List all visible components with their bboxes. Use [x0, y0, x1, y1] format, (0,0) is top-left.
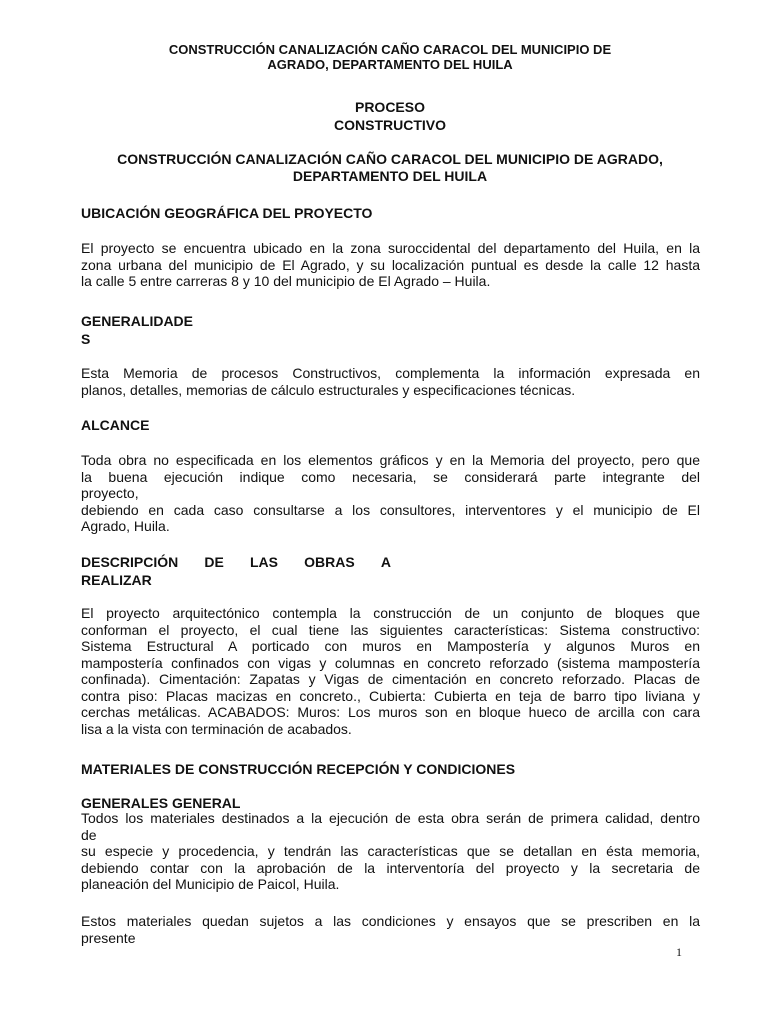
works-description-paragraph-line-6: contra piso: Placas macizas en concreto., Cubierta: Cubierta en teja de barro tipo liviana y [81, 687, 700, 704]
works-description-word-5: A [380, 554, 391, 570]
subtitle-line-2: DEPARTAMENTO DEL HUILA [292, 168, 488, 184]
works-description-paragraph-line-4: mampostería confinados con vigas y columnas en concreto reforzado (sistema mampostería [81, 654, 700, 671]
works-description-word-1: DESCRIPCIÓN [81, 554, 179, 570]
materials-heading: MATERIALES DE CONSTRUCCIÓN RECEPCIÓN Y CONDICIONES [81, 761, 516, 777]
generalities-paragraph [81, 365, 700, 398]
generalities-paragraph-line-2: planos, detalles, memorias de cálculo estructurales y especificaciones técnicas. [81, 381, 576, 398]
materials-paragraph-1-line-1: Todos los materiales destinados a la ejecución de esta obra serán de primera calidad, dentro [81, 810, 700, 826]
scope-paragraph-line-5: Agrado, Huila. [81, 518, 170, 534]
project-subtitle [80, 151, 700, 185]
works-description-paragraph-line-5: confinada). Cimentación: Zapatas y Vigas de cimentación en concreto reforzado. Placas de [81, 671, 700, 687]
materials-paragraph-1-line-2: de [81, 826, 97, 843]
materials-paragraph-1-line-4: debiendo contar con la aprobación de la interventoría del proyecto y la secretaria de [81, 859, 700, 876]
works-description-paragraph-line-8: lisa a la vista con terminación de acabados. [81, 720, 352, 737]
materials-paragraph-1-line-5: planeación del Municipio de Paicol, Huila. [81, 876, 340, 892]
location-paragraph-line-1: El proyecto se encuentra ubicado en la zona suroccidental del departamento del Huila, en la [81, 240, 700, 256]
materials-paragraph-1 [81, 810, 700, 893]
process-title-line-1: PROCESO [354, 99, 425, 115]
materials-paragraph-2 [81, 913, 700, 946]
works-description-heading [81, 553, 391, 589]
location-paragraph-line-3: la calle 5 entre carreras 8 y 10 del municipio de El Agrado – Huila. [81, 273, 491, 289]
materials-paragraph-1-line-3: su especie y procedencia, y tendrán las características que se detallan en ésta memoria, [81, 843, 700, 859]
works-description-heading-line-1 [81, 553, 391, 571]
scope-paragraph-line-2: la buena ejecución indique como necesaria, se considerará parte integrante del [81, 468, 700, 485]
works-description-paragraph-line-1: El proyecto arquitectónico contempla la construcción de un conjunto de bloques que [81, 605, 700, 621]
subtitle-line-1: CONSTRUCCIÓN CANALIZACIÓN CAÑO CARACOL DEL MUNICIPIO DE AGRADO, [117, 151, 663, 167]
document-header-title [80, 42, 700, 72]
materials-paragraph-2-line-1: Estos materiales quedan sujetos a las condiciones y ensayos que se prescriben en la [81, 913, 700, 929]
location-paragraph [81, 240, 700, 290]
generalities-heading-line-2: S [81, 331, 91, 347]
location-heading: UBICACIÓN GEOGRÁFICA DEL PROYECTO [81, 205, 373, 221]
page-number: 1 [676, 945, 682, 959]
works-description-word-2: DE [204, 554, 224, 570]
works-description-paragraph [81, 605, 700, 737]
scope-paragraph-line-1: Toda obra no especificada en los elementos gráficos y en la Memoria del proyecto, pero que [81, 452, 700, 468]
process-title [80, 98, 700, 134]
scope-heading: ALCANCE [81, 417, 150, 433]
works-description-word-4: OBRAS [304, 554, 355, 570]
works-description-word-3: LAS [250, 554, 278, 570]
header-title-line-2: AGRADO, DEPARTAMENTO DEL HUILA [267, 57, 513, 72]
scope-paragraph-line-3: proyecto, [81, 485, 139, 501]
generalities-heading-line-1: GENERALIDADE [81, 313, 194, 329]
header-title-line-1: CONSTRUCCIÓN CANALIZACIÓN CAÑO CARACOL DEL MUNICIPIO DE [168, 42, 612, 57]
works-description-paragraph-line-3: Sistema Estructural A porticado con muros en Mampostería y algunos Muros en [81, 638, 700, 654]
generalities-heading [81, 312, 193, 348]
scope-paragraph-line-4: debiendo en cada caso consultarse a los consultores, interventores y el municipio de El [81, 501, 700, 518]
works-description-heading-line-2: REALIZAR [81, 572, 152, 588]
materials-subheading: GENERALES GENERAL [81, 795, 241, 811]
materials-paragraph-2-line-2: presente [81, 929, 136, 946]
location-paragraph-line-2: zona urbana del municipio de El Agrado, y su localización puntual es desde la calle 12 hasta [81, 256, 700, 273]
scope-paragraph [81, 452, 700, 535]
generalities-paragraph-line-1: Esta Memoria de procesos Constructivos, complementa la información expresada en [81, 365, 700, 381]
works-description-paragraph-line-2: conforman el proyecto, el cual tiene las siguientes características: Sistema constructivo: [81, 621, 700, 638]
process-title-line-2: CONSTRUCTIVO [334, 117, 446, 133]
works-description-paragraph-line-7: cerchas metálicas. ACABADOS: Muros: Los muros son en bloque hueco de arcilla con cara [81, 704, 700, 720]
